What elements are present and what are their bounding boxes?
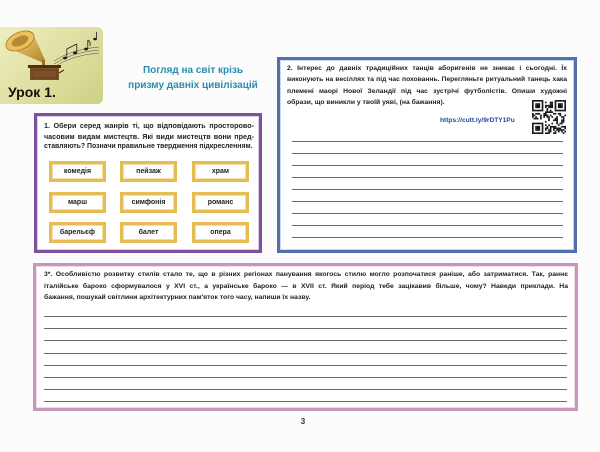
page-number: 3 [300, 417, 306, 426]
answer-line [44, 353, 567, 354]
page-title [108, 63, 278, 93]
genre-option-romance[interactable]: романс [192, 192, 249, 213]
task-2-line: 2. Інтерес до давніх традиційних танців аборигенів не зникає і сьогодні. Їх [287, 65, 567, 72]
page-title-line-1: Погляд на світ крізь [142, 65, 244, 76]
task-2-text [287, 63, 567, 109]
genre-option-opera[interactable]: опера [192, 222, 249, 243]
answer-line [44, 389, 567, 390]
task-3-text [44, 269, 568, 304]
answer-line [292, 165, 563, 166]
answer-line [292, 141, 563, 142]
answer-line [44, 340, 567, 341]
task-2-line: виконують на весіллях та під час похованнь. Перегляньте ритуальний танець хака [287, 76, 567, 84]
page-title-line-2: призму давніх цивілізацій [128, 80, 258, 91]
answer-line [44, 365, 567, 366]
task-1-box [34, 113, 262, 253]
answer-line [44, 328, 567, 329]
task-1-line: 1. Обери серед жанрів ті, що відповідають просторово- [44, 121, 254, 130]
answer-line [292, 153, 563, 154]
genre-option-comedy[interactable]: комедія [49, 161, 106, 182]
answer-line [292, 213, 563, 214]
task-3-box [33, 263, 578, 411]
answer-line [292, 177, 563, 178]
lesson-badge [0, 27, 103, 104]
answer-line [292, 225, 563, 226]
task-3-line: 3*. Особливістю розвитку стилів стало те, що в різних регіонах панування якогось стилю могло розпочатися раніше, або затриматися. Так, раннє [44, 271, 568, 278]
task-1-line: ставляють? Позначи правильне твердження підкресленням. [44, 143, 253, 150]
genre-option-symphony[interactable]: симфонія [120, 192, 177, 213]
answer-line [44, 401, 567, 402]
task-2-line: племені маорі Нової Зеландії під час зустрічі футболістів. Опиши художні [287, 87, 567, 95]
task-3-line: італійське бароко сформувалося у XVI ст., а українське бароко — в XVII ст. Який період тебе зацікавив більше, чому? Наведи приклади. На [44, 282, 568, 290]
video-link[interactable]: https://cutt.ly/9rDTY1Pu [440, 117, 515, 124]
answer-line [292, 237, 563, 238]
answer-line [292, 201, 563, 202]
answer-line [44, 377, 567, 378]
genre-option-temple[interactable]: храм [192, 161, 249, 182]
task-1-text [44, 121, 254, 153]
genre-option-march[interactable]: марш [49, 192, 106, 213]
genre-option-bas-relief[interactable]: барельєф [49, 222, 106, 243]
genre-option-ballet[interactable]: балет [120, 222, 177, 243]
task-3-line: бажання, пошукай світлини архітектурних пам'яток того часу, напиши їх назву. [44, 294, 311, 302]
qr-code-icon [532, 100, 566, 134]
answer-line [44, 316, 567, 317]
task-1-line: часовим видам мистецтв. Які види мистецтв вони пред- [44, 131, 254, 141]
genre-option-landscape[interactable]: пейзаж [120, 161, 177, 182]
answer-line [292, 189, 563, 190]
task-2-line: образи, що виникли у твоїй уяві, (на бажання). [287, 99, 445, 107]
task-2-box [277, 57, 577, 253]
lesson-label: Урок 1. [8, 84, 56, 100]
